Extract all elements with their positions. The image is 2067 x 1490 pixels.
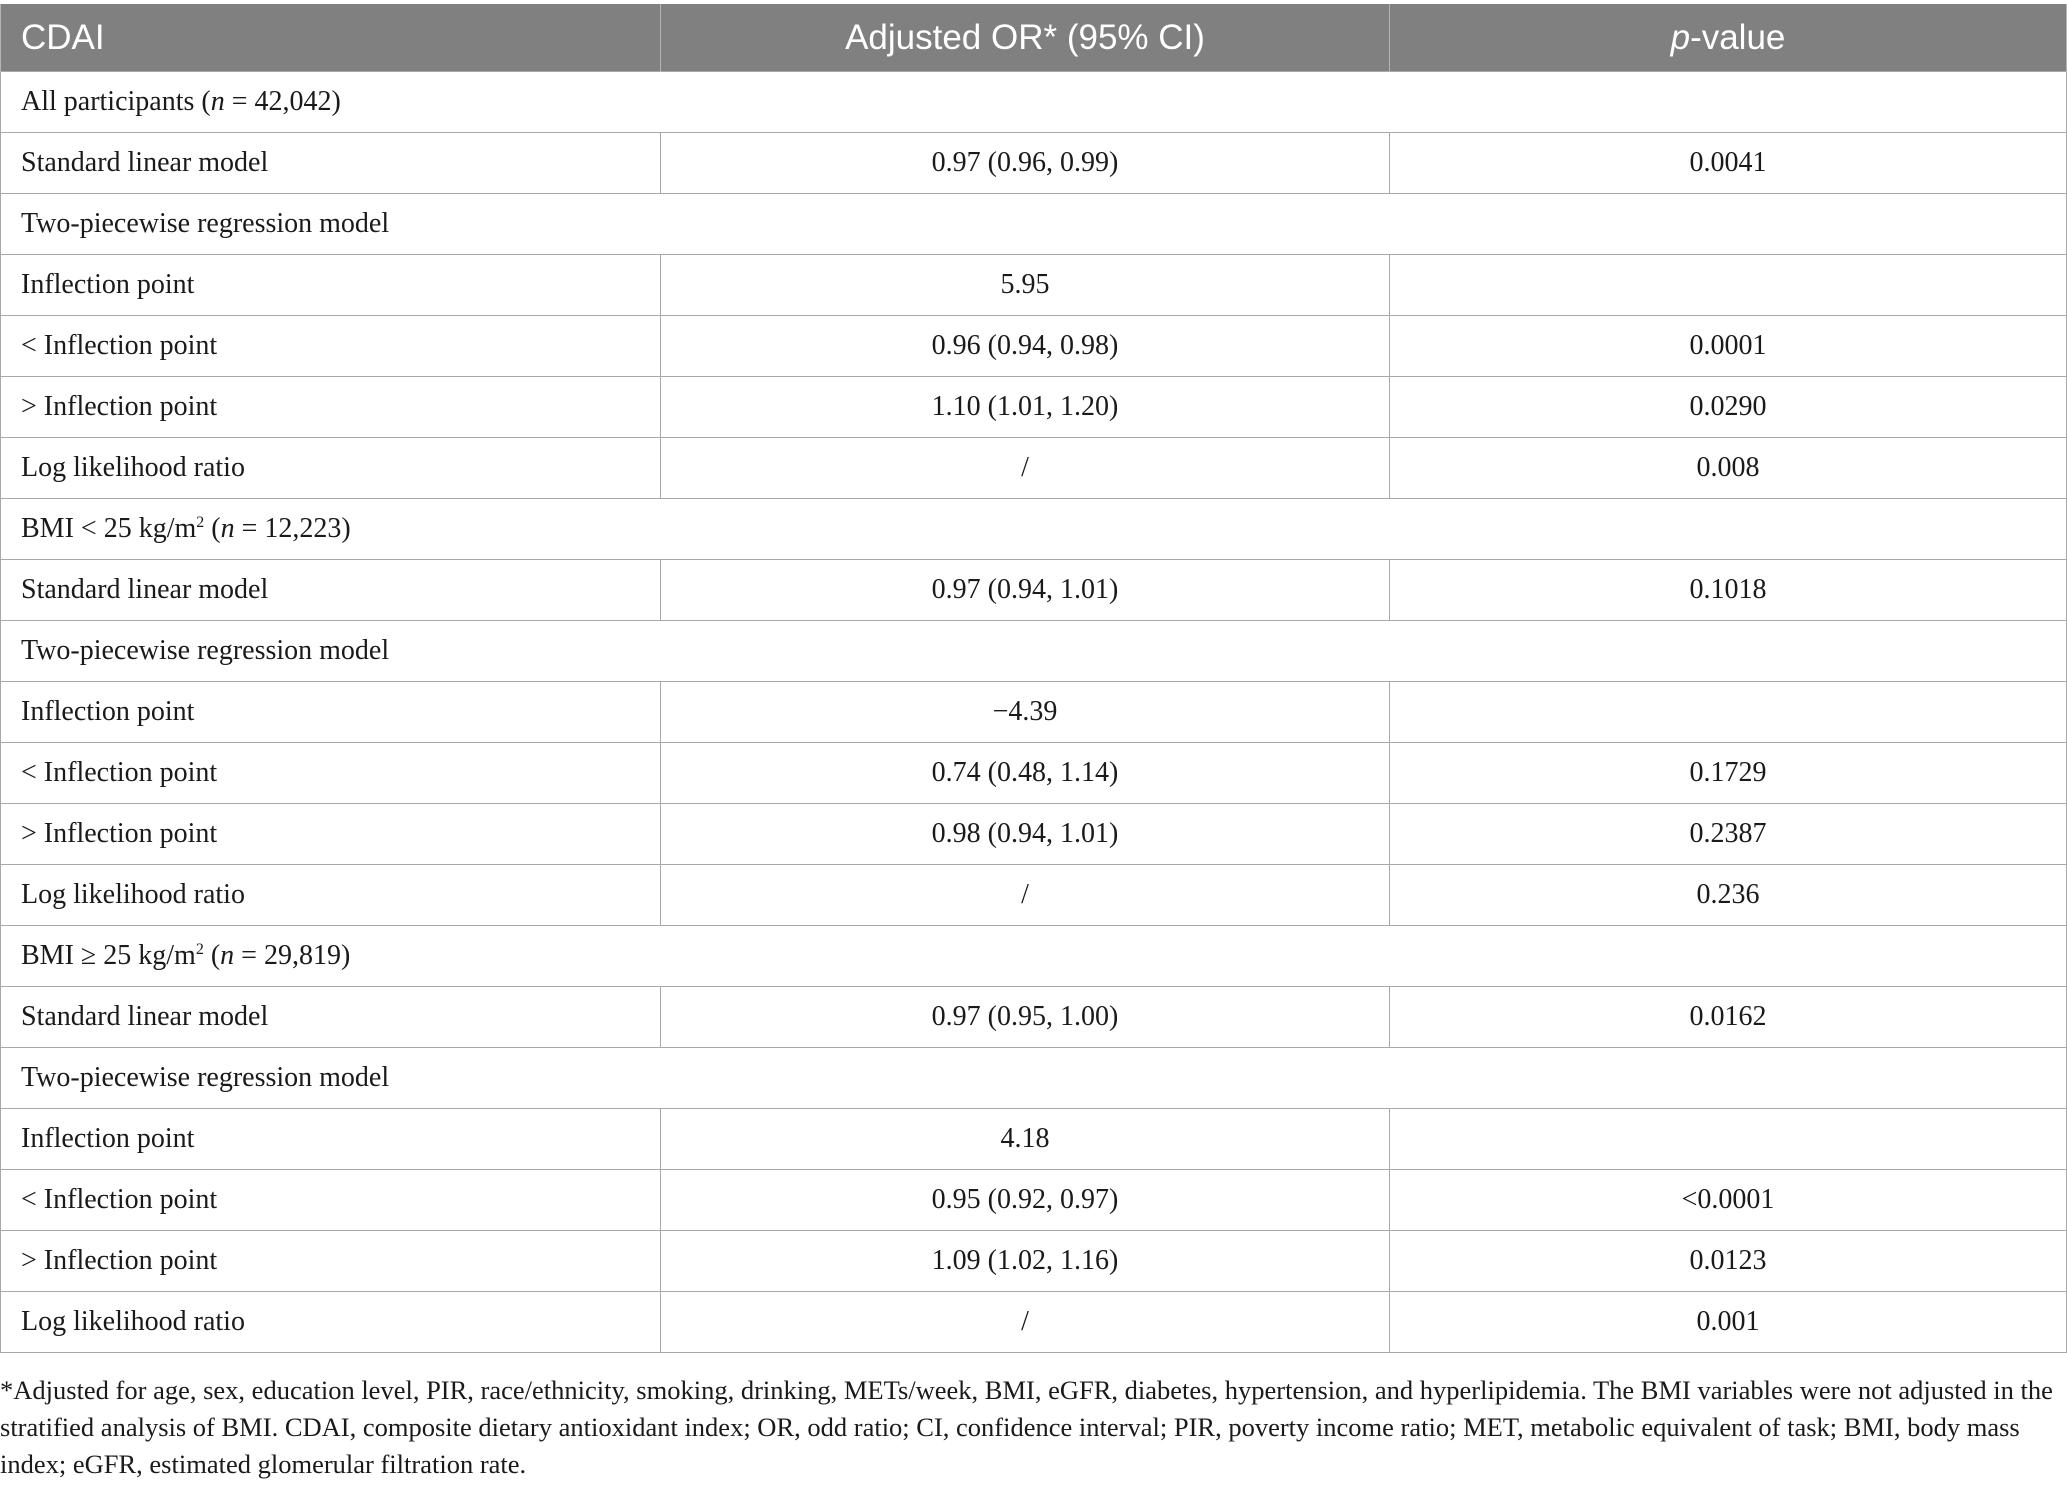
table-row (1, 255, 2067, 316)
row-label: Standard linear model (1, 133, 661, 194)
section-title-mid: ( (204, 513, 221, 544)
table-row (1, 438, 2067, 499)
row-p: 0.008 (1390, 438, 2067, 499)
section-title-count: = 42,042) (224, 86, 341, 117)
row-label: Inflection point (1, 1109, 661, 1170)
section-title-count: = 12,223) (234, 513, 351, 544)
row-p: 0.1018 (1390, 560, 2067, 621)
row-label-span: Two-piecewise regression model (1, 194, 2067, 255)
row-p (1390, 682, 2067, 743)
table-row (1, 133, 2067, 194)
row-p: 0.0162 (1390, 987, 2067, 1048)
row-p (1390, 1109, 2067, 1170)
section-row-all-participants (1, 72, 2067, 133)
table-row (1, 316, 2067, 377)
row-p: 0.0290 (1390, 377, 2067, 438)
section-title-count: = 29,819) (234, 940, 351, 971)
row-p: 0.0001 (1390, 316, 2067, 377)
table-footnote: *Adjusted for age, sex, education level, PIR, race/ethnicity, smoking, drinking, METs/week, BMI, eGFR, diabetes, hypertension, and hyperlipidemia. The BMI variables were not adjusted in the stratified analysis of BMI. CDAI, composite dietary antioxidant index; OR, odd ratio; CI, confidence interval; PIR, poverty income ratio; MET, metabolic equivalent of task; BMI, body mass index; eGFR, estimated glomerular filtration rate. (0, 1375, 2053, 1479)
row-label: > Inflection point (1, 804, 661, 865)
row-label: Inflection point (1, 682, 661, 743)
section-title-text: BMI ≥ 25 kg/m (21, 940, 196, 971)
row-label: Standard linear model (1, 987, 661, 1048)
table-row (1, 621, 2067, 682)
row-or: 0.97 (0.95, 1.00) (661, 987, 1390, 1048)
row-label: > Inflection point (1, 377, 661, 438)
section-row-bmi-25-or-more (1, 926, 2067, 987)
row-label: < Inflection point (1, 1170, 661, 1231)
header-p-italic: p (1670, 17, 1691, 57)
row-or: 0.96 (0.94, 0.98) (661, 316, 1390, 377)
table-row (1, 682, 2067, 743)
header-row (1, 4, 2067, 72)
table-header (1, 4, 2067, 72)
section-title (1, 72, 2067, 133)
table-body (1, 72, 2067, 1353)
table-row (1, 804, 2067, 865)
row-label: < Inflection point (1, 316, 661, 377)
section-title-mid: ( (203, 940, 221, 971)
row-label: < Inflection point (1, 743, 661, 804)
table-row (1, 1231, 2067, 1292)
row-or: 0.97 (0.94, 1.01) (661, 560, 1390, 621)
header-p-value (1390, 4, 2067, 72)
row-label: Standard linear model (1, 560, 661, 621)
table-row (1, 194, 2067, 255)
section-title-n: n (210, 86, 225, 117)
table-row (1, 1170, 2067, 1231)
row-label: Inflection point (1, 255, 661, 316)
row-p: 0.1729 (1390, 743, 2067, 804)
header-p-rest: -value (1690, 17, 1786, 57)
row-or: 1.09 (1.02, 1.16) (661, 1231, 1390, 1292)
row-or: / (661, 865, 1390, 926)
row-label: Log likelihood ratio (1, 438, 661, 499)
section-title (1, 926, 2067, 987)
table-row (1, 1109, 2067, 1170)
row-p: 0.236 (1390, 865, 2067, 926)
table-row (1, 743, 2067, 804)
table-row (1, 987, 2067, 1048)
section-title-text: All participants ( (21, 86, 211, 117)
row-p (1390, 255, 2067, 316)
row-p: 0.001 (1390, 1292, 2067, 1353)
table-row (1, 1048, 2067, 1109)
row-p: <0.0001 (1390, 1170, 2067, 1231)
row-or: 0.98 (0.94, 1.01) (661, 804, 1390, 865)
row-or: −4.39 (661, 682, 1390, 743)
row-or: 5.95 (661, 255, 1390, 316)
row-p: 0.2387 (1390, 804, 2067, 865)
header-adjusted-or: Adjusted OR* (95% CI) (661, 4, 1390, 72)
header-cdai: CDAI (1, 4, 661, 72)
row-or: / (661, 438, 1390, 499)
row-or: / (661, 1292, 1390, 1353)
section-row-bmi-under-25 (1, 499, 2067, 560)
row-p: 0.0041 (1390, 133, 2067, 194)
row-or: 1.10 (1.01, 1.20) (661, 377, 1390, 438)
row-or: 0.95 (0.92, 0.97) (661, 1170, 1390, 1231)
section-title (1, 499, 2067, 560)
table-row (1, 377, 2067, 438)
section-title-text: BMI < 25 kg/m (21, 513, 197, 544)
table-row (1, 560, 2067, 621)
table-row (1, 865, 2067, 926)
row-p: 0.0123 (1390, 1231, 2067, 1292)
row-label: Log likelihood ratio (1, 865, 661, 926)
section-title-sup: 2 (195, 941, 204, 958)
row-label: > Inflection point (1, 1231, 661, 1292)
row-or: 0.74 (0.48, 1.14) (661, 743, 1390, 804)
results-table (0, 4, 2067, 1353)
row-label-span: Two-piecewise regression model (1, 621, 2067, 682)
section-title-n: n (220, 940, 235, 971)
row-or: 0.97 (0.96, 0.99) (661, 133, 1390, 194)
section-title-n: n (220, 513, 235, 544)
row-label-span: Two-piecewise regression model (1, 1048, 2067, 1109)
row-or: 4.18 (661, 1109, 1390, 1170)
section-title-sup: 2 (196, 514, 205, 531)
row-label: Log likelihood ratio (1, 1292, 661, 1353)
table-row (1, 1292, 2067, 1353)
